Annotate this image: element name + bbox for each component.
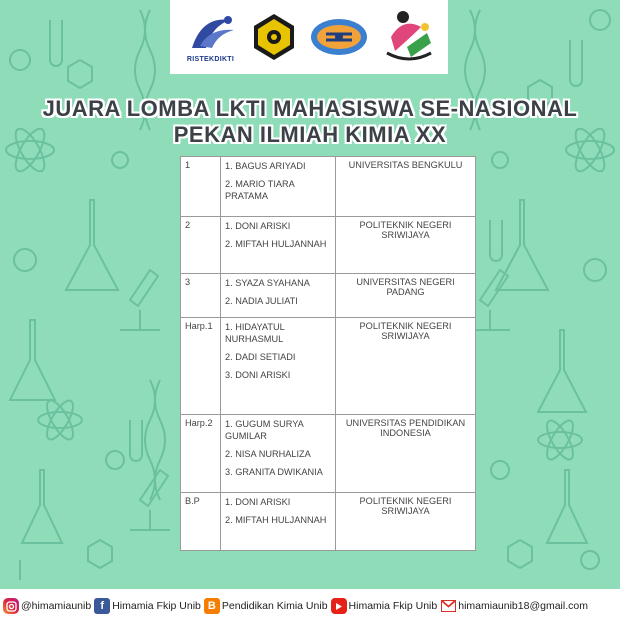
email-link[interactable]: [440, 598, 588, 614]
member-name: 1. DONI ARISKI: [225, 497, 291, 507]
members-cell: [221, 493, 336, 551]
member-name: 1. HIDAYATUL NURHASMUL: [225, 322, 285, 344]
gmail-icon: [440, 598, 456, 614]
table-row: [181, 274, 476, 318]
youtube-icon: [331, 598, 347, 614]
member-name: 2. MIFTAH HULJANNAH: [225, 515, 327, 525]
table-row: [181, 157, 476, 217]
member-name: 1. SYAZA SYAHANA: [225, 278, 310, 288]
title-line-2: PEKAN ILMIAH KIMIA XX: [173, 122, 447, 147]
results-table-container: [180, 156, 476, 551]
member-name: 3. GRANITA DWIKANIA: [225, 467, 323, 477]
instagram-handle: @himamiaunib: [21, 600, 92, 612]
university-cell: POLITEKNIK NEGERI SRIWIJAYA: [336, 217, 476, 274]
table-row: [181, 318, 476, 415]
himamia-logo: [308, 14, 370, 60]
member-name: 2. MARIO TIARA PRATAMA: [225, 179, 295, 201]
facebook-icon: f: [94, 598, 110, 614]
rank-cell: Harp.1: [181, 318, 221, 415]
members-cell: [221, 157, 336, 217]
email-address: himamiaunib18@gmail.com: [458, 600, 588, 612]
instagram-icon: [3, 598, 19, 614]
ristekdikti-caption: RISTEKDIKTI: [186, 55, 235, 63]
results-table: [180, 156, 476, 551]
rank-cell: B.P: [181, 493, 221, 551]
member-name: 1. DONI ARISKI: [225, 221, 291, 231]
blogger-icon: B: [204, 598, 220, 614]
blogger-link[interactable]: [204, 598, 328, 614]
youtube-handle: Himamia Fkip Unib: [348, 600, 438, 612]
rank-cell: Harp.2: [181, 415, 221, 493]
university-cell: UNIVERSITAS NEGERI PADANG: [336, 274, 476, 318]
instagram-link[interactable]: [3, 598, 91, 614]
pekan-ilmiah-kimia-logo: [381, 7, 437, 67]
logo-strip: [170, 0, 448, 74]
blogger-handle: Pendidikan Kimia Unib: [221, 600, 328, 612]
youtube-link[interactable]: [331, 598, 438, 614]
member-name: 3. DONI ARISKI: [225, 370, 291, 380]
table-row: [181, 493, 476, 551]
ristekdikti-logo: [182, 12, 240, 63]
university-seal-logo: [251, 12, 297, 62]
member-name: 1. BAGUS ARIYADI: [225, 161, 306, 171]
member-name: 2. NADIA JULIATI: [225, 296, 298, 306]
ristekdikti-emblem-icon: [182, 12, 240, 56]
members-cell: [221, 274, 336, 318]
university-cell: POLITEKNIK NEGERI SRIWIJAYA: [336, 318, 476, 415]
university-cell: UNIVERSITAS PENDIDIKAN INDONESIA: [336, 415, 476, 493]
members-cell: [221, 318, 336, 415]
poster-title: [0, 96, 620, 148]
table-row: [181, 217, 476, 274]
members-cell: [221, 217, 336, 274]
facebook-link[interactable]: [94, 598, 201, 614]
university-cell: UNIVERSITAS BENGKULU: [336, 157, 476, 217]
rank-cell: 1: [181, 157, 221, 217]
social-footer: [0, 589, 620, 623]
member-name: 2. NISA NURHALIZA: [225, 449, 311, 459]
rank-cell: 2: [181, 217, 221, 274]
title-line-1: JUARA LOMBA LKTI MAHASISWA SE-NASIONAL: [42, 96, 578, 121]
rank-cell: 3: [181, 274, 221, 318]
member-name: 2. MIFTAH HULJANNAH: [225, 239, 327, 249]
university-cell: POLITEKNIK NEGERI SRIWIJAYA: [336, 493, 476, 551]
members-cell: [221, 415, 336, 493]
facebook-handle: Himamia Fkip Unib: [112, 600, 201, 612]
member-name: 1. GUGUM SURYA GUMILAR: [225, 419, 304, 441]
table-row: [181, 415, 476, 493]
member-name: 2. DADI SETIADI: [225, 352, 296, 362]
